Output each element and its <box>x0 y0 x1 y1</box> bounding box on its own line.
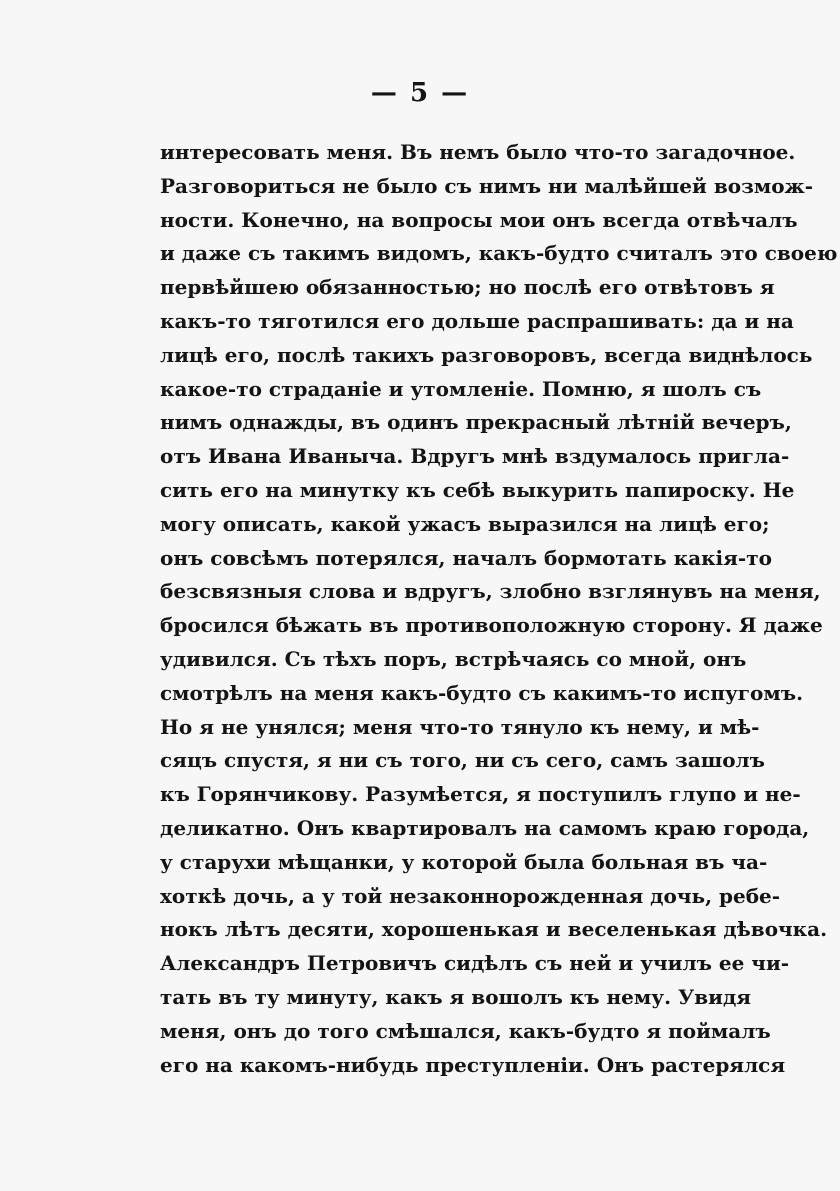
text-line: Но я не унялся; меня что-то тянуло къ нему, и мѣ- <box>160 714 760 739</box>
text-line: нокъ лѣтъ десяти, хорошенькая и веселенькая дѣвочка. <box>160 917 828 942</box>
text-line: его на какомъ-нибудь преступленіи. Онъ растерялся <box>160 1052 786 1077</box>
text-line: нимъ однажды, въ одинъ прекрасный лѣтній вечеръ, <box>160 410 792 435</box>
text-line: деликатно. Онъ квартировалъ на самомъ краю города, <box>160 815 810 840</box>
text-line: и даже съ такимъ видомъ, какъ-будто считалъ это своею <box>160 241 838 266</box>
text-line: ности. Конечно, на вопросы мои онъ всегда отвѣчалъ <box>160 207 798 232</box>
text-line: сяцъ спустя, я ни съ того, ни съ сего, самъ зашолъ <box>160 748 765 773</box>
text-line: меня, онъ до того смѣшался, какъ-будто я поймалъ <box>160 1018 771 1043</box>
text-line: сить его на минутку къ себѣ выкурить папироску. Не <box>160 477 795 502</box>
text-line: удивился. Съ тѣхъ поръ, встрѣчаясь со мной, онъ <box>160 646 747 671</box>
text-line: хоткѣ дочь, а у той незаконнорожденная дочь, ребе- <box>160 883 781 908</box>
text-line: Разговориться не было съ нимъ ни малѣйшей возмож- <box>160 173 814 198</box>
text-line: безсвязныя слова и вдругъ, злобно взглянувъ на меня, <box>160 579 821 604</box>
text-line: отъ Ивана Иваныча. Вдругъ мнѣ вздумалось пригла- <box>160 444 790 469</box>
text-line: могу описать, какой ужасъ выразился на лицѣ его; <box>160 511 770 536</box>
text-line: лицѣ его, послѣ такихъ разговоровъ, всегда виднѣлось <box>160 342 813 367</box>
text-line: какъ-то тяготился его дольше распрашивать: да и на <box>160 308 794 333</box>
text-line: бросился бѣжать въ противоположную сторону. Я даже <box>160 613 823 638</box>
body-text <box>160 136 838 1082</box>
text-line: первѣйшею обязанностью; но послѣ его отвѣтовъ я <box>160 275 775 300</box>
text-line: тать въ ту минуту, какъ я вошолъ къ нему. Увидя <box>160 984 752 1009</box>
text-line: какое-то страданіе и утомленіе. Помню, я шолъ съ <box>160 376 762 401</box>
page-number: — 5 — <box>370 78 470 108</box>
text-line: у старухи мѣщанки, у которой была больная въ ча- <box>160 849 768 874</box>
text-line: Александръ Петровичъ сидѣлъ съ ней и училъ ее чи- <box>160 951 790 976</box>
text-line: онъ совсѣмъ потерялся, началъ бормотать какія-то <box>160 545 772 570</box>
text-line: интересовать меня. Въ немъ было что-то загадочное. <box>160 140 796 164</box>
text-line: къ Горянчикову. Разумѣется, я поступилъ глупо и не- <box>160 782 801 807</box>
text-line: смотрѣлъ на меня какъ-будто съ какимъ-то испугомъ. <box>160 680 804 705</box>
